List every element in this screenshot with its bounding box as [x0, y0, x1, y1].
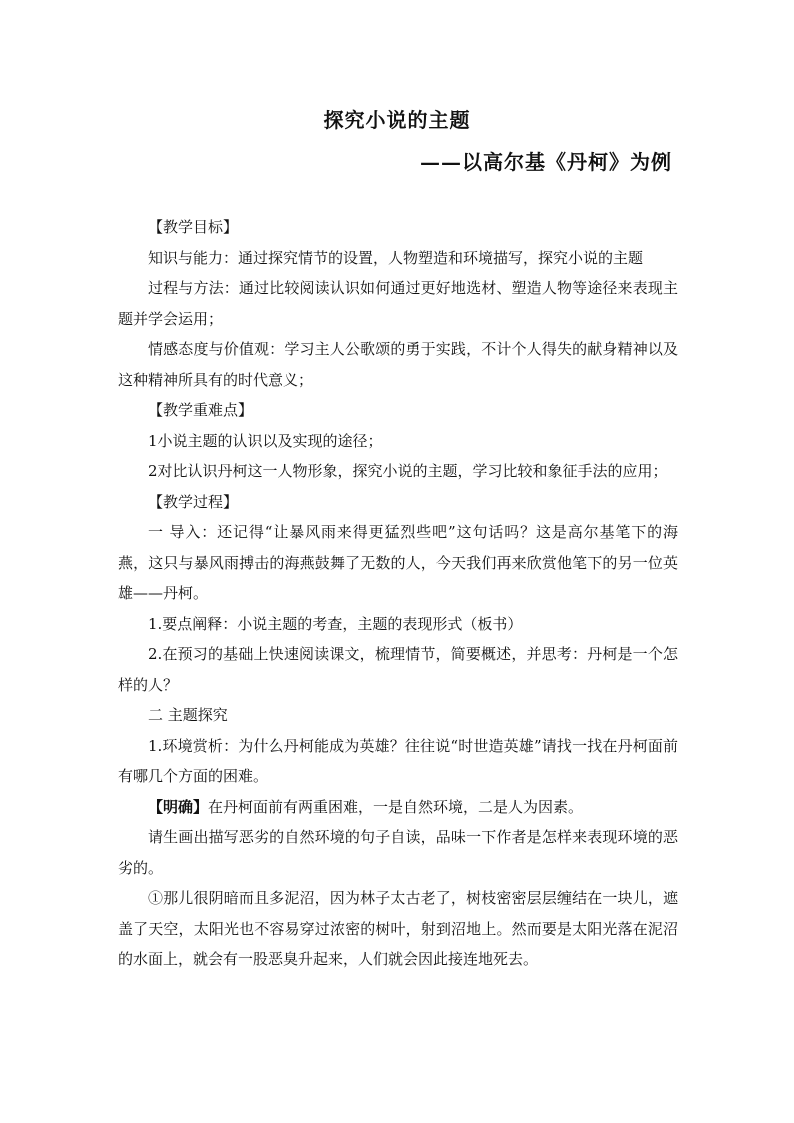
document-subtitle: ——以高尔基《丹柯》为例	[420, 150, 672, 174]
section-heading-key-points: 【教学重难点】	[148, 401, 254, 419]
section-heading-objectives: 【教学目标】	[148, 218, 239, 236]
paragraph-process-method: 过程与方法：通过比较阅读认识如何通过更好地选材、塑造人物等途径来表现主题并学会运用；	[118, 279, 678, 328]
section-heading-theme: 二 主题探究	[148, 706, 228, 724]
paragraph-quote-1: ①那儿很阴暗而且多泥沼，因为林子太古老了，树枝密密层层缠结在一块儿，遮盖了天空，太阳光也不容易穿过浓密的树叶，射到沼地上。然而要是太阳光落在泥沼的水面上，就会有一股恶臭升起来，人们就会因此接连地死去。	[118, 889, 678, 968]
document-title: 探究小说的主题	[323, 108, 471, 132]
paragraph-step-1: 1.要点阐释：小说主题的考查，主题的表现形式（板书）	[148, 614, 523, 633]
mingque-label: 【明确】	[148, 797, 209, 816]
paragraph-step-2: 2.在预习的基础上快速阅读课文，梳理情节，简要概述，并思考：丹柯是一个怎样的人？	[118, 645, 678, 694]
paragraph-key-point-1: 1小说主题的认识以及实现的途径；	[148, 431, 383, 450]
paragraph-key-point-2: 2对比认识丹柯这一人物形象，探究小说的主题，学习比较和象征手法的应用；	[148, 462, 668, 480]
paragraph-environment: 1.环境赏析：为什么丹柯能成为英雄？往往说“时世造英雄”请找一找在丹柯面前有哪几个方面的困难。	[118, 736, 678, 785]
section-heading-process: 【教学过程】	[148, 492, 239, 511]
paragraph-mingque	[118, 792, 678, 823]
paragraph-knowledge-ability: 知识与能力：通过探究情节的设置，人物塑造和环境描写，探究小说的主题	[148, 248, 644, 267]
paragraph-introduction: 一 导入：还记得“让暴风雨来得更猛烈些吧”这句话吗？这是高尔基笔下的海燕，这只与暴风雨搏击的海燕鼓舞了无数的人，今天我们再来欣赏他笔下的另一位英雄——丹柯。	[118, 523, 678, 602]
paragraph-attitude-values: 情感态度与价值观：学习主人公歌颂的勇于实践，不计个人得失的献身精神以及这种精神所具有的时代意义；	[118, 340, 678, 389]
paragraph-student-task: 请生画出描写恶劣的自然环境的句子自读，品味一下作者是怎样来表现环境的恶劣的。	[118, 828, 678, 877]
mingque-text: 在丹柯面前有两重困难，一是自然环境，二是人为因素。	[208, 797, 584, 816]
document-body	[118, 212, 678, 975]
